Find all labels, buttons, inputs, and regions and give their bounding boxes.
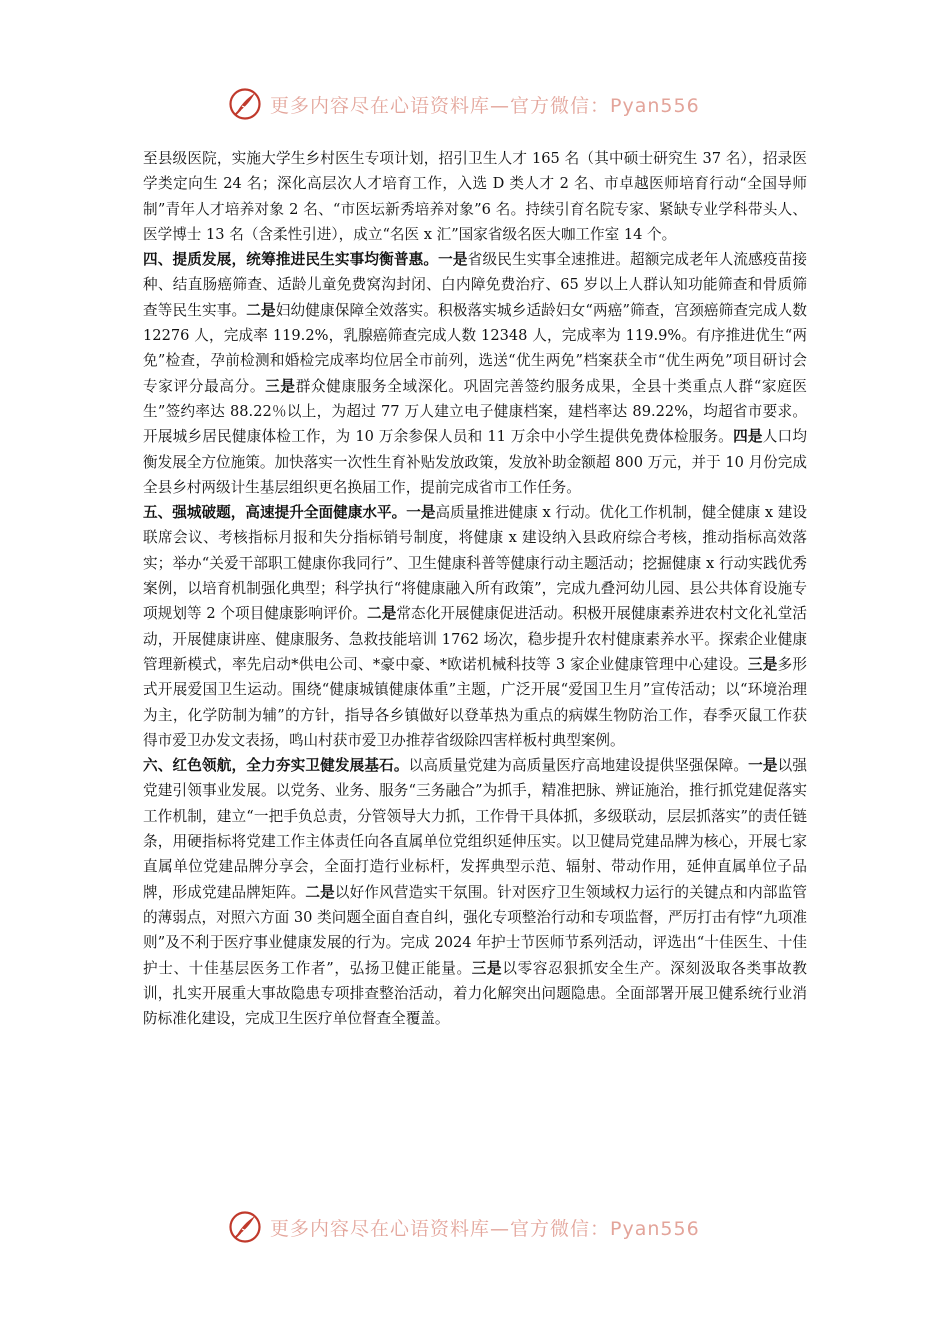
bold-lead-text: 二是 <box>246 301 276 319</box>
header-banner-text: 更多内容尽在心语资料库—官方微信：Pyan556 <box>270 94 700 117</box>
bold-lead-text: 一是 <box>748 757 778 775</box>
body-text: 以强党建引领事业发展。以党务、业务、服务“三务融合”为抓手，精准把脉、辨证施治，推行抓党建促落实工作机制，建立“一把手负总责，分管领导大力抓，工作骨干具体抓，多级联动，层层抓落实”的责任链条，用硬指标将党建工作主体责任向各直属单位党组织延伸压实。以卫健局党建品牌为核心，开展七家直属单位党建品牌分享会，全面打造行业标杆，发挥典型示范、辐射、带动作用，延伸直属单位子品牌，形成党建品牌矩阵。 <box>143 757 807 901</box>
paragraph <box>143 247 807 500</box>
bold-lead-text: 六、红色领航，全力夯实卫健发展基石。 <box>143 757 409 775</box>
bold-lead-text: 四是 <box>733 428 763 446</box>
body-text: 以高质量党建为高质量医疗高地建设提供坚强保障。 <box>408 757 749 775</box>
body-text: 人口均衡发展全方位施策。加快落实一次性生育补贴发放政策，发放补助金额超 800 万元，并于 10 月份完成全县乡村两级计生基层组织更名换届工作，提前完成省市工作任务。 <box>143 428 807 496</box>
paragraph <box>143 753 807 1031</box>
body-text: 常态化开展健康促进活动。积极开展健康素养进农村文化礼堂活动，开展健康讲座、健康服务、急救技能培训 1762 场次，稳步提升农村健康素养水平。探索企业健康管理新模式，率先启动*供电公司、*豪中豪、*欧诺机械科技等 3 家企业健康管理中心建设。 <box>143 605 807 673</box>
body-text: 多形式开展爱国卫生运动。围绕“健康城镇健康体重”主题，广泛开展“爱国卫生月”宣传活动；以“环境治理为主，化学防制为辅”的方针，指导各乡镇做好以登革热为重点的病媒生物防治工作，春季灭鼠工作获得市爱卫办发文表扬，鸣山村获市爱卫办推荐省级除四害样板村典型案例。 <box>143 655 807 749</box>
document-body <box>143 146 807 1031</box>
bold-lead-text: 二是 <box>367 605 397 623</box>
bold-lead-text: 五、强城破题，高速提升全面健康水平。一是 <box>143 504 436 522</box>
header-banner <box>228 86 700 122</box>
body-text: 群众健康服务全域深化。巩固完善签约服务成果，全县十类重点人群“家庭医生”签约率达 88.22％以上，为超过 77 万人建立电子健康档案，建档率达 89.22%，均超省市要求。开展城乡居民健康体检工作，为 10 万余参保人员和 11 万余中小学生提供免费体检服务。 <box>143 377 807 446</box>
paragraph <box>143 500 807 753</box>
bold-lead-text: 二是 <box>305 883 335 901</box>
footer-banner-text: 更多内容尽在心语资料库—官方微信：Pyan556 <box>270 1217 700 1240</box>
bold-lead-text: 三是 <box>747 655 778 673</box>
bold-lead-text: 四、提质发展，统筹推进民生实事均衡普惠。一是 <box>143 251 468 269</box>
quill-pen-circle-icon <box>228 87 262 121</box>
body-text: 高质量推进健康 x 行动。优化工作机制，健全健康 x 建设联席会议、考核指标月报和失分指标销号制度，将健康 x 建设纳入县政府综合考核，推动指标高效落实；举办“关爱干部职工健康你我同行”、卫生健康科普等健康行动主题活动；挖掘健康 x 行动实践优秀案例，以培育机制强化典型；科学执行“将健康融入所有政策”，完成九叠河幼儿园、县公共体育设施专项规划等 2 个项目健康影响评价。 <box>143 504 807 623</box>
body-text: 以零容忍狠抓安全生产。深刻汲取各类事故教训，扎实开展重大事故隐患专项排查整治活动，着力化解突出问题隐患。全面部署开展卫健系统行业消防标准化建设，完成卫生医疗单位督查全覆盖。 <box>143 959 807 1028</box>
body-text: 以好作风营造实干氛围。针对医疗卫生领域权力运行的关键点和内部监管的薄弱点，对照六方面 30 类问题全面自查自纠，强化专项整治行动和专项监督，严厉打击有悖“九项准则”及不利于医疗事业健康发展的行为。完成 2024 年护士节医师节系列活动，评选出“十佳医生、十佳护士、十佳基层医务工作者”，弘扬卫健正能量。 <box>143 883 807 977</box>
footer-banner <box>228 1209 700 1245</box>
bold-lead-text: 三是 <box>471 959 503 977</box>
body-text: 妇幼健康保障全效落实。积极落实城乡适龄妇女“两癌”筛查，宫颈癌筛查完成人数 12276 人，完成率 119.2%，乳腺癌筛查完成人数 12348 人，完成率为 119.9%。有序推进优生“两免”检查，孕前检测和婚检完成率均位居全市前列，选送“优生两免”档案获全市“优生两免”项目研讨会专家评分最高分。 <box>143 301 807 395</box>
body-text: 至县级医院，实施大学生乡村医生专项计划，招引卫生人才 165 名（其中硕士研究生 37 名），招录医学类定向生 24 名；深化高层次人才培育工作，入选 D 类人才 2 名、市卓越医师培育行动“全国导师制”青年人才培养对象 2 名、“市医坛新秀培养对象”6 名。持续引育名院专家、紧缺专业学科带头人、医学博士 13 名（含柔性引进），成立“名医 x 汇”国家省级名医大咖工作室 14 个。 <box>143 150 807 243</box>
body-text: 省级民生实事全速推进。超额完成老年人流感疫苗接种、结直肠癌筛查、适龄儿童免费窝沟封闭、白内障免费治疗、65 岁以上人群认知功能筛查和骨质筛查等民生实事。 <box>143 251 807 319</box>
paragraph <box>143 146 807 247</box>
quill-pen-circle-icon <box>228 1210 262 1244</box>
bold-lead-text: 三是 <box>265 377 296 395</box>
